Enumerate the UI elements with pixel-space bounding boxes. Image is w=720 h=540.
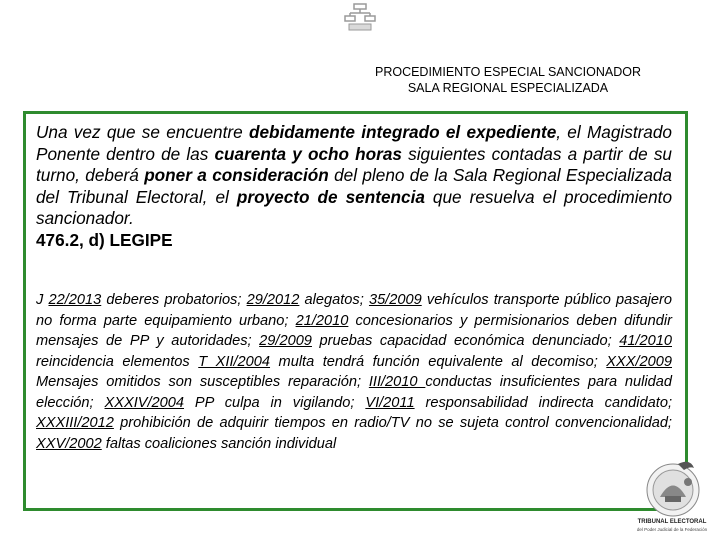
jurisprudence-link[interactable]: 29/2012 [246,292,300,308]
jurisprudence-text: PP culpa in vigilando; [184,394,366,411]
emphasis-text: poner a consideración [144,165,329,186]
jurisprudence-link[interactable]: 22/2013 [48,292,102,308]
jurisprudence-prefix: J [36,292,49,308]
jurisprudence-list [36,290,672,454]
jurisprudence-text: responsabilidad indirecta candidato; [414,394,673,411]
content-box [23,111,688,511]
jurisprudence-link[interactable]: XXX/2009 [606,353,672,370]
header-subtitle: SALA REGIONAL ESPECIALIZADA [407,81,609,95]
law-reference: 476.2, d) LEGIPE [36,229,173,250]
jurisprudence-link[interactable]: 29/2009 [259,333,312,349]
jurisprudence-text: vehículos transporte público pasajero no forma parte equipamiento urbano; [36,292,673,329]
jurisprudence-link[interactable]: T XII/2004 [198,353,271,370]
tribunal-subtitle: del Poder Judicial de la Federación [636,527,708,532]
jurisprudence-text: Mensajes omitidos son susceptibles reparación; [36,374,369,390]
jurisprudence-text: pruebas capacidad económica denunciado; [311,333,620,349]
main-paragraph [36,122,672,252]
jurisprudence-text: concesionarios y permisionarios deben difundir mensajes de PP y autoridades; [36,312,672,349]
jurisprudence-text: reincidencia elementos [36,353,199,370]
jurisprudence-text: prohibición de adquirir tiempos en radio/TV no se sujeta control convencionalidad; [113,415,672,431]
jurisprudence-link[interactable]: VI/2011 [365,394,415,411]
jurisprudence-text: faltas coaliciones sanción individual [101,435,337,452]
text-segment: , el Magistrado Ponente dentro de las [36,122,672,164]
text-segment: que resuelva el procedimiento sancionador. [36,186,672,229]
document-header [300,64,716,96]
tribunal-title: TRIBUNAL ELECTORAL [637,519,707,525]
jurisprudence-text: conductas insuficientes para nulidad elección; [36,374,672,411]
header-title: PROCEDIMIENTO ESPECIAL SANCIONADOR [374,65,642,79]
text-segment: del pleno de la Sala Regional Especializada del Tribunal Electoral, el [36,165,672,207]
jurisprudence-link[interactable]: 41/2010 [619,333,672,349]
jurisprudence-link[interactable]: XXXIII/2012 [36,415,114,431]
emphasis-text: cuarenta y ocho horas [214,143,402,164]
org-chart-icon [343,2,377,32]
text-segment: Una vez que se encuentre [36,122,249,142]
jurisprudence-link[interactable]: XXV/2002 [36,435,102,452]
emphasis-text: proyecto de sentencia [236,186,425,207]
jurisprudence-text: deberes probatorios; [101,292,247,308]
jurisprudence-link[interactable]: 35/2009 [368,292,422,308]
jurisprudence-text: multa tendrá función equivalente al decomiso; [270,353,607,370]
jurisprudence-link[interactable]: III/2010 [368,374,426,390]
jurisprudence-link[interactable]: XXXIV/2004 [104,394,185,411]
emphasis-text: debidamente integrado el expediente [248,122,557,142]
jurisprudence-text: alegatos; [299,292,369,308]
jurisprudence-link[interactable]: 21/2010 [295,312,349,329]
text-segment: siguientes contadas a partir de su turno, deberá [36,143,672,186]
